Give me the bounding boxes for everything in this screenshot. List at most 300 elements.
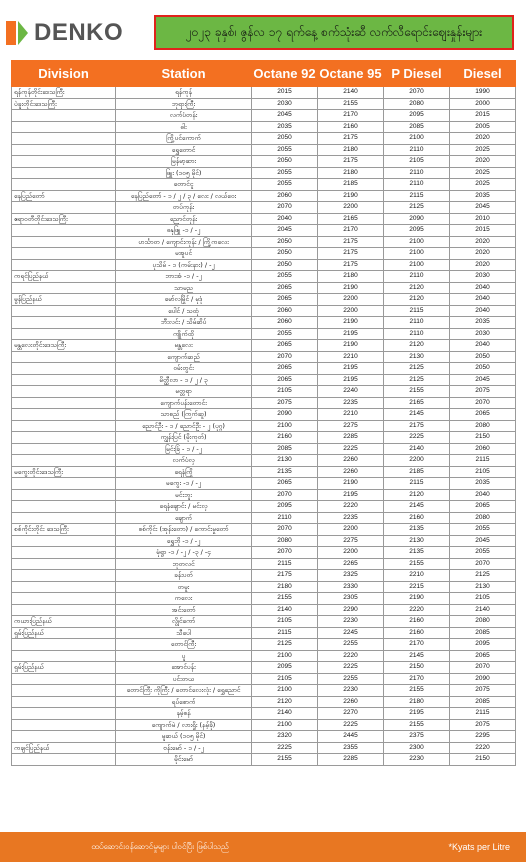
station-cell: မကွေး -၁ / -၂: [116, 478, 252, 490]
station-cell: မူဆယ် (၁၀၅ မိုင်): [116, 731, 252, 743]
diesel-cell: 2030: [450, 271, 516, 283]
table-row: [12, 110, 516, 122]
p-diesel-cell: 2100: [384, 133, 450, 145]
octane-92-cell: 2045: [252, 225, 318, 237]
division-cell: [12, 202, 116, 214]
division-cell: ဧရာဝတီတိုင်းဒေသကြီး: [12, 213, 116, 225]
division-cell: [12, 156, 116, 168]
station-cell: ညောင်တုန်း: [116, 213, 252, 225]
diesel-cell: 2020: [450, 248, 516, 260]
division-cell: [12, 489, 116, 501]
division-cell: မကွေးတိုင်းဒေသကြီး: [12, 466, 116, 478]
octane-92-cell: 2095: [252, 501, 318, 513]
diesel-cell: 2075: [450, 386, 516, 398]
station-cell: လက်ပံတန်း: [116, 110, 252, 122]
division-cell: [12, 673, 116, 685]
p-diesel-cell: 2170: [384, 639, 450, 651]
octane-95-cell: 2200: [318, 524, 384, 536]
p-diesel-cell: 2150: [384, 662, 450, 674]
station-cell: ကျောက်ဆည်: [116, 351, 252, 363]
station-cell: ပူ: [116, 650, 252, 662]
octane-95-cell: 2275: [318, 420, 384, 432]
table-row: [12, 386, 516, 398]
denko-logo-mark-icon: [6, 19, 30, 47]
p-diesel-cell: 2090: [384, 213, 450, 225]
station-cell: မြန်မာ့ဆား: [116, 156, 252, 168]
octane-92-cell: 2125: [252, 639, 318, 651]
diesel-cell: 2020: [450, 156, 516, 168]
station-cell: ဝမ်းတွင်း: [116, 363, 252, 375]
table-row: [12, 616, 516, 628]
diesel-cell: 2040: [450, 489, 516, 501]
octane-95-cell: 2155: [318, 98, 384, 110]
table-row: [12, 478, 516, 490]
station-cell: မတ္တရာ: [116, 386, 252, 398]
table-row: [12, 328, 516, 340]
octane-92-cell: 2055: [252, 179, 318, 191]
octane-95-cell: 2195: [318, 328, 384, 340]
brand-name: DENKO: [34, 19, 124, 46]
p-diesel-cell: 2195: [384, 708, 450, 720]
octane-92-cell: 2080: [252, 535, 318, 547]
denko-logo: [6, 18, 123, 48]
table-row: [12, 271, 516, 283]
station-cell: ခန်းပတ်: [116, 570, 252, 582]
table-row: [12, 236, 516, 248]
octane-92-cell: 2115: [252, 558, 318, 570]
diesel-cell: 2025: [450, 167, 516, 179]
table-row: [12, 156, 516, 168]
table-row: [12, 708, 516, 720]
octane-92-cell: 2035: [252, 121, 318, 133]
octane-92-cell: 2225: [252, 742, 318, 754]
octane-95-cell: 2175: [318, 133, 384, 145]
division-cell: ကရင်ပြည်နယ်: [12, 271, 116, 283]
octane-95-cell: 2180: [318, 144, 384, 156]
octane-92-cell: 2030: [252, 98, 318, 110]
octane-95-cell: 2255: [318, 639, 384, 651]
octane-95-cell: 2190: [318, 317, 384, 329]
table-row: [12, 685, 516, 697]
table-row: [12, 98, 516, 110]
division-cell: [12, 110, 116, 122]
table-row: [12, 305, 516, 317]
diesel-cell: 2050: [450, 363, 516, 375]
table-body: [12, 87, 516, 766]
octane-95-cell: 2190: [318, 190, 384, 202]
header: [0, 0, 526, 60]
p-diesel-cell: 2160: [384, 616, 450, 628]
station-cell: ကျောက်ပန်းတောင်း: [116, 397, 252, 409]
octane-92-cell: 2055: [252, 328, 318, 340]
division-cell: [12, 639, 116, 651]
division-cell: [12, 351, 116, 363]
division-cell: [12, 604, 116, 616]
octane-92-cell: 2120: [252, 696, 318, 708]
station-cell: ရွှေတောင်: [116, 144, 252, 156]
p-diesel-cell: 2125: [384, 363, 450, 375]
diesel-cell: 2080: [450, 512, 516, 524]
octane-95-cell: 2230: [318, 616, 384, 628]
table-row: [12, 535, 516, 547]
octane-95-cell: 2175: [318, 156, 384, 168]
diesel-cell: 2090: [450, 673, 516, 685]
station-cell: ရွှေဘို -၁ / -၂: [116, 535, 252, 547]
diesel-cell: 2065: [450, 501, 516, 513]
division-cell: [12, 420, 116, 432]
column-header-octane-95: Octane 95: [318, 61, 384, 87]
octane-95-cell: 2225: [318, 719, 384, 731]
diesel-cell: 2070: [450, 662, 516, 674]
station-cell: ဟင်္သာတ / ကျောင်းကုန်း / ကြို့ကလေး: [116, 236, 252, 248]
diesel-cell: 2045: [450, 202, 516, 214]
octane-92-cell: 2050: [252, 248, 318, 260]
price-table: [11, 60, 516, 766]
p-diesel-cell: 2115: [384, 478, 450, 490]
octane-95-cell: 2260: [318, 466, 384, 478]
diesel-cell: 2075: [450, 685, 516, 697]
diesel-cell: 2220: [450, 742, 516, 754]
division-cell: [12, 305, 116, 317]
octane-95-cell: 2260: [318, 455, 384, 467]
p-diesel-cell: 2095: [384, 225, 450, 237]
diesel-cell: 2080: [450, 616, 516, 628]
octane-92-cell: 2320: [252, 731, 318, 743]
octane-95-cell: 2330: [318, 581, 384, 593]
diesel-cell: 2005: [450, 121, 516, 133]
footer: [0, 832, 526, 862]
diesel-cell: 2050: [450, 351, 516, 363]
diesel-cell: 2065: [450, 409, 516, 421]
octane-92-cell: 2100: [252, 420, 318, 432]
division-cell: [12, 179, 116, 191]
table-row: [12, 489, 516, 501]
diesel-cell: 2035: [450, 190, 516, 202]
p-diesel-cell: 2120: [384, 294, 450, 306]
table-row: [12, 340, 516, 352]
octane-95-cell: 2445: [318, 731, 384, 743]
table-row: [12, 420, 516, 432]
diesel-cell: 2010: [450, 213, 516, 225]
table-row: [12, 397, 516, 409]
division-cell: [12, 558, 116, 570]
diesel-cell: 2075: [450, 719, 516, 731]
octane-92-cell: 2070: [252, 547, 318, 559]
octane-95-cell: 2190: [318, 282, 384, 294]
octane-95-cell: 2235: [318, 397, 384, 409]
octane-92-cell: 2100: [252, 650, 318, 662]
unit-note: *Kyats per Litre: [448, 842, 510, 852]
diesel-cell: 2125: [450, 570, 516, 582]
octane-92-cell: 2140: [252, 708, 318, 720]
diesel-cell: 2130: [450, 581, 516, 593]
division-cell: မွန်ပြည်နယ်: [12, 294, 116, 306]
octane-92-cell: 2065: [252, 478, 318, 490]
diesel-cell: 2045: [450, 374, 516, 386]
diesel-cell: 2060: [450, 443, 516, 455]
station-cell: စစ်ကိုင်း (အုန်းတော) / ကောင်းမှုတော်: [116, 524, 252, 536]
diesel-cell: 2070: [450, 558, 516, 570]
octane-95-cell: 2225: [318, 662, 384, 674]
station-cell: ကျောက်မဲ / လားရှိုး (နမ့်ခို): [116, 719, 252, 731]
station-cell: တောင်ငူ: [116, 179, 252, 191]
table-row: [12, 639, 516, 651]
p-diesel-cell: 2120: [384, 282, 450, 294]
octane-95-cell: 2265: [318, 558, 384, 570]
station-cell: မိတ္ထီလာ - ၁ / ၂ / ၃: [116, 374, 252, 386]
table-row: [12, 317, 516, 329]
octane-92-cell: 2085: [252, 443, 318, 455]
p-diesel-cell: 2120: [384, 340, 450, 352]
octane-92-cell: 2105: [252, 673, 318, 685]
station-cell: ဓါး: [116, 121, 252, 133]
table-row: [12, 512, 516, 524]
table-row: [12, 455, 516, 467]
octane-92-cell: 2100: [252, 719, 318, 731]
p-diesel-cell: 2130: [384, 535, 450, 547]
division-cell: [12, 685, 116, 697]
station-cell: အောင်ပန်း: [116, 662, 252, 674]
p-diesel-cell: 2160: [384, 627, 450, 639]
diesel-cell: 2025: [450, 144, 516, 156]
octane-95-cell: 2210: [318, 409, 384, 421]
octane-92-cell: 2070: [252, 524, 318, 536]
division-cell: [12, 708, 116, 720]
station-cell: ရေနံချောင်း / မင်းလှ: [116, 501, 252, 513]
table-row: [12, 144, 516, 156]
station-cell: နမ့်စန်: [116, 708, 252, 720]
table-row: [12, 282, 516, 294]
division-cell: [12, 259, 116, 271]
division-cell: စစ်ကိုင်းတိုင်း ဒေသကြီး: [12, 524, 116, 536]
title-banner: [154, 15, 514, 50]
octane-92-cell: 2055: [252, 144, 318, 156]
table-row: [12, 466, 516, 478]
octane-95-cell: 2195: [318, 374, 384, 386]
division-cell: [12, 409, 116, 421]
division-cell: ရှမ်းပြည်နယ်: [12, 662, 116, 674]
diesel-cell: 2070: [450, 397, 516, 409]
division-cell: [12, 731, 116, 743]
division-cell: [12, 512, 116, 524]
division-cell: ရှမ်းပြည်နယ်: [12, 627, 116, 639]
table-row: [12, 742, 516, 754]
octane-92-cell: 2095: [252, 662, 318, 674]
octane-95-cell: 2175: [318, 248, 384, 260]
table-row: [12, 731, 516, 743]
p-diesel-cell: 2080: [384, 98, 450, 110]
division-cell: [12, 225, 116, 237]
p-diesel-cell: 2185: [384, 466, 450, 478]
octane-92-cell: 2070: [252, 202, 318, 214]
division-cell: [12, 443, 116, 455]
table-row: [12, 363, 516, 375]
station-cell: တမူး: [116, 581, 252, 593]
diesel-cell: 2035: [450, 478, 516, 490]
diesel-cell: 2040: [450, 305, 516, 317]
octane-92-cell: 2070: [252, 489, 318, 501]
p-diesel-cell: 2190: [384, 593, 450, 605]
octane-92-cell: 2070: [252, 351, 318, 363]
octane-92-cell: 2060: [252, 317, 318, 329]
station-cell: ဘီးလင်း / သိမ်ဆိပ်: [116, 317, 252, 329]
p-diesel-cell: 2100: [384, 259, 450, 271]
octane-92-cell: 2090: [252, 409, 318, 421]
octane-92-cell: 2115: [252, 627, 318, 639]
p-diesel-cell: 2145: [384, 501, 450, 513]
octane-95-cell: 2195: [318, 363, 384, 375]
station-cell: မော်လမြိုင် / မုဒုံ: [116, 294, 252, 306]
table-row: [12, 121, 516, 133]
octane-92-cell: 2075: [252, 397, 318, 409]
octane-92-cell: 2050: [252, 156, 318, 168]
table-row: [12, 213, 516, 225]
octane-95-cell: 2200: [318, 202, 384, 214]
diesel-cell: 2015: [450, 225, 516, 237]
table-row: [12, 351, 516, 363]
table-row: [12, 179, 516, 191]
octane-95-cell: 2190: [318, 478, 384, 490]
p-diesel-cell: 2300: [384, 742, 450, 754]
column-header-division: Division: [12, 61, 116, 87]
table-row: [12, 259, 516, 271]
octane-95-cell: 2260: [318, 696, 384, 708]
station-cell: ဖြူး (၁၀၅ မိုင်): [116, 167, 252, 179]
station-cell: ကျိုက်ထို: [116, 328, 252, 340]
diesel-cell: 2040: [450, 294, 516, 306]
station-cell: ပုသိမ် - ၁ (ကမ်းနား) / -၂: [116, 259, 252, 271]
division-cell: [12, 501, 116, 513]
octane-92-cell: 2065: [252, 294, 318, 306]
table-row: [12, 294, 516, 306]
octane-92-cell: 2140: [252, 604, 318, 616]
column-header-octane-92: Octane 92: [252, 61, 318, 87]
station-cell: သီပေါ: [116, 627, 252, 639]
station-cell: မိုင်းမော်: [116, 754, 252, 766]
table-row: [12, 432, 516, 444]
division-cell: [12, 455, 116, 467]
octane-95-cell: 2240: [318, 386, 384, 398]
octane-92-cell: 2055: [252, 271, 318, 283]
diesel-cell: 2085: [450, 627, 516, 639]
table-row: [12, 570, 516, 582]
table-row: [12, 719, 516, 731]
octane-95-cell: 2180: [318, 167, 384, 179]
p-diesel-cell: 2165: [384, 397, 450, 409]
station-cell: မြင်းခြံ - ၁ / -၂: [116, 443, 252, 455]
division-cell: [12, 121, 116, 133]
octane-95-cell: 2225: [318, 443, 384, 455]
station-cell: ပင်းတယ: [116, 673, 252, 685]
station-cell: ချောက်: [116, 512, 252, 524]
table-row: [12, 409, 516, 421]
diesel-cell: 2030: [450, 328, 516, 340]
diesel-cell: 2140: [450, 604, 516, 616]
p-diesel-cell: 2100: [384, 236, 450, 248]
division-cell: [12, 133, 116, 145]
p-diesel-cell: 2175: [384, 420, 450, 432]
p-diesel-cell: 2135: [384, 547, 450, 559]
station-cell: မအူပင်: [116, 248, 252, 260]
station-cell: ရပ်စောက်: [116, 696, 252, 708]
table-row: [12, 501, 516, 513]
table-row: [12, 593, 516, 605]
octane-92-cell: 2135: [252, 466, 318, 478]
table-header-row: [12, 61, 516, 87]
division-cell: [12, 248, 116, 260]
octane-95-cell: 2185: [318, 179, 384, 191]
p-diesel-cell: 2210: [384, 570, 450, 582]
diesel-cell: 2115: [450, 708, 516, 720]
octane-95-cell: 2355: [318, 742, 384, 754]
page-title: ၂၀၂၃ ခုနှစ်၊ ဇွန်လ ၁၇ ရက်နေ့ စက်သုံးဆီ လက်လီရောင်းဈေးနှုန်းများ: [185, 24, 483, 39]
division-cell: [12, 547, 116, 559]
p-diesel-cell: 2145: [384, 409, 450, 421]
station-cell: ရန်ကုန်: [116, 87, 252, 99]
octane-95-cell: 2305: [318, 593, 384, 605]
column-header-station: Station: [116, 61, 252, 87]
table-row: [12, 627, 516, 639]
octane-95-cell: 2290: [318, 604, 384, 616]
station-cell: လက်ပံလှ: [116, 455, 252, 467]
octane-92-cell: 2065: [252, 374, 318, 386]
station-cell: သာစည် (ကြက်ဆူ): [116, 409, 252, 421]
octane-92-cell: 2040: [252, 213, 318, 225]
octane-95-cell: 2200: [318, 294, 384, 306]
p-diesel-cell: 2140: [384, 443, 450, 455]
diesel-cell: 2025: [450, 179, 516, 191]
octane-95-cell: 2220: [318, 650, 384, 662]
octane-95-cell: 2170: [318, 225, 384, 237]
octane-92-cell: 2180: [252, 581, 318, 593]
diesel-cell: 2055: [450, 547, 516, 559]
table-row: [12, 374, 516, 386]
division-cell: [12, 317, 116, 329]
diesel-cell: 2015: [450, 110, 516, 122]
p-diesel-cell: 2155: [384, 719, 450, 731]
p-diesel-cell: 2110: [384, 144, 450, 156]
octane-95-cell: 2255: [318, 673, 384, 685]
diesel-cell: 2040: [450, 282, 516, 294]
octane-95-cell: 2235: [318, 512, 384, 524]
p-diesel-cell: 2070: [384, 87, 450, 99]
octane-92-cell: 2155: [252, 593, 318, 605]
octane-92-cell: 2050: [252, 236, 318, 248]
table-row: [12, 87, 516, 99]
station-cell: ဘုရားကြီး: [116, 98, 252, 110]
table-row: [12, 248, 516, 260]
table-row: [12, 558, 516, 570]
p-diesel-cell: 2155: [384, 685, 450, 697]
octane-95-cell: 2285: [318, 754, 384, 766]
octane-95-cell: 2230: [318, 685, 384, 697]
p-diesel-cell: 2120: [384, 489, 450, 501]
division-cell: [12, 432, 116, 444]
station-cell: ဘားအံ -၁ / -၂: [116, 271, 252, 283]
octane-95-cell: 2170: [318, 110, 384, 122]
octane-95-cell: 2160: [318, 121, 384, 133]
p-diesel-cell: 2160: [384, 512, 450, 524]
station-cell: ကြို့ပင်ကောက်: [116, 133, 252, 145]
octane-95-cell: 2190: [318, 340, 384, 352]
p-diesel-cell: 2125: [384, 202, 450, 214]
octane-95-cell: 2210: [318, 351, 384, 363]
station-cell: မန္တလေး: [116, 340, 252, 352]
table-row: [12, 581, 516, 593]
station-cell: တောင်ကြီး: [116, 639, 252, 651]
p-diesel-cell: 2155: [384, 558, 450, 570]
division-cell: [12, 650, 116, 662]
